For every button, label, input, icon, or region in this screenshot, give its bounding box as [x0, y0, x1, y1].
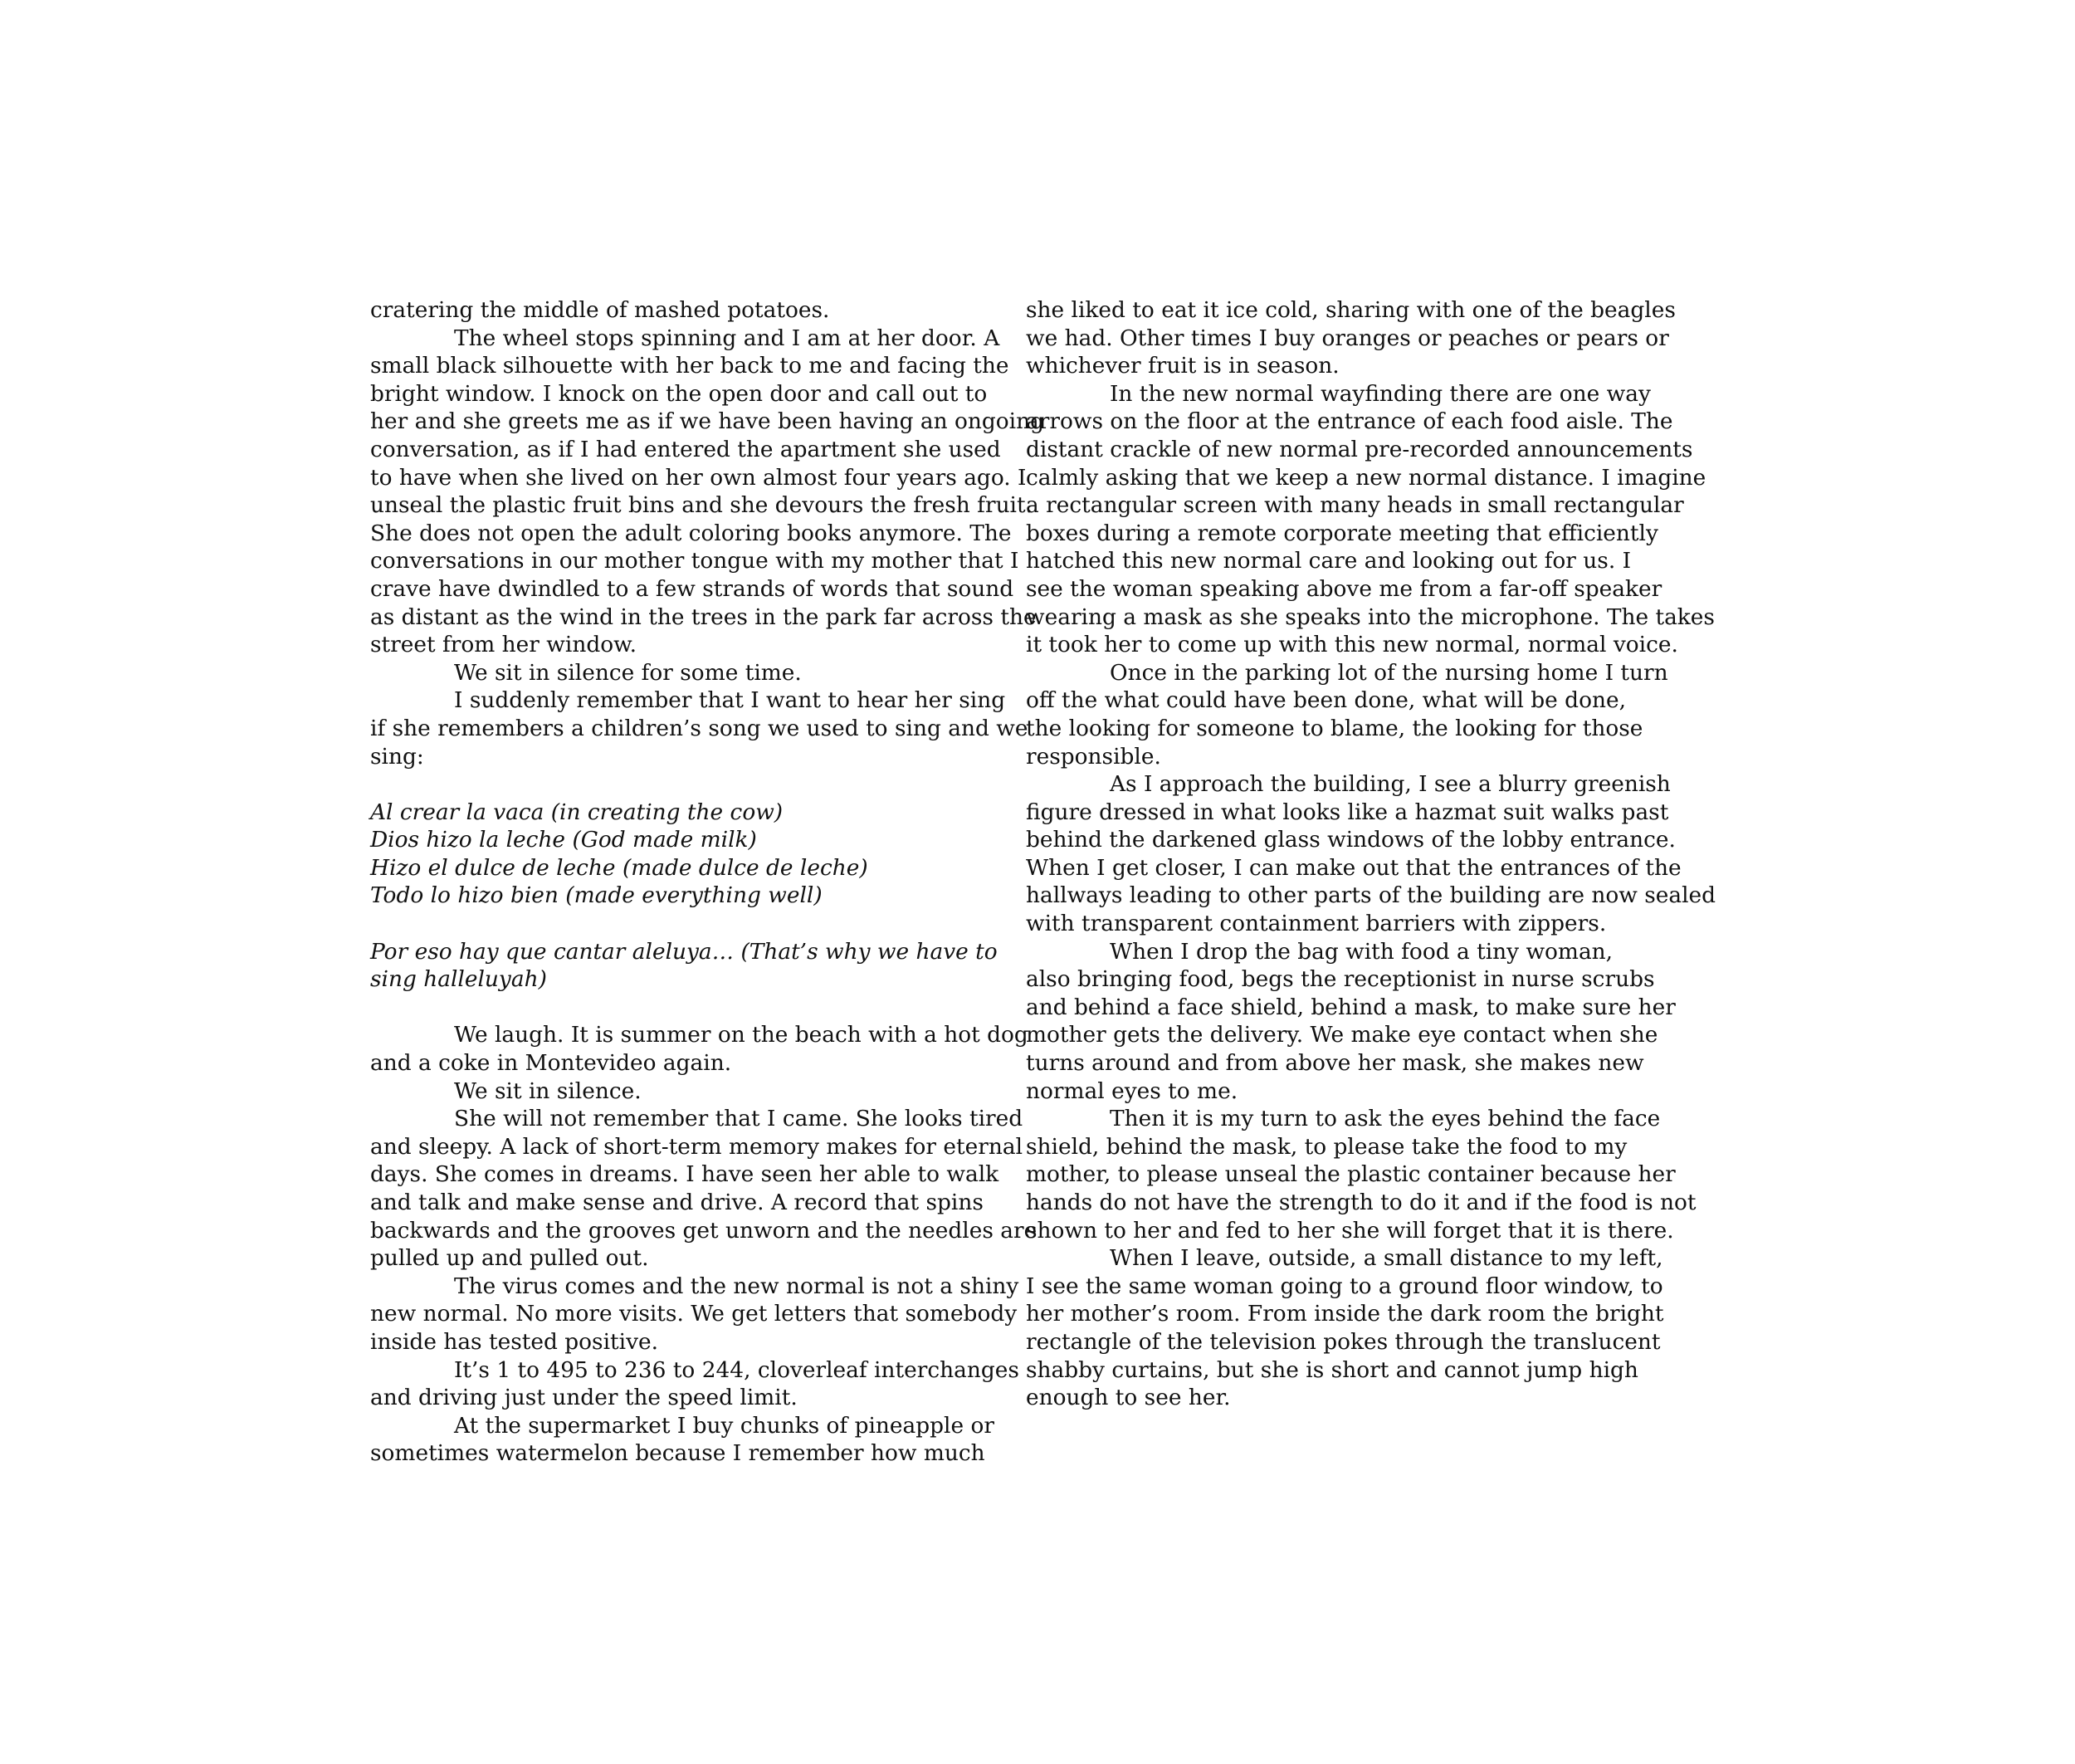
right-text-column — [1026, 296, 1716, 1412]
lyric-line: sing halleluyah) — [370, 966, 547, 993]
text-line: shown to her and fed to her she will forget that it is there. — [1026, 1217, 1674, 1244]
text-line: if she remembers a children’s song we used to sing and we — [370, 715, 1028, 741]
text-line: mother, to please unseal the plastic container because her — [1026, 1161, 1676, 1188]
text-line: we had. Other times I buy oranges or peaches or pears or — [1026, 325, 1669, 351]
text-line: The virus comes and the new normal is not a shiny — [454, 1273, 1019, 1299]
text-line: also bringing food, begs the receptionist in nurse scrubs — [1026, 966, 1655, 993]
text-line: sometimes watermelon because I remember how much — [370, 1440, 985, 1467]
lyric-line: Todo lo hizo bien (made everything well) — [370, 882, 823, 909]
text-line: Once in the parking lot of the nursing home I turn — [1110, 659, 1668, 686]
text-line: with transparent containment barriers with zippers. — [1026, 911, 1607, 937]
text-line: The wheel stops spinning and I am at her door. A — [454, 325, 1000, 351]
blank-line — [370, 994, 1001, 1022]
text-line: cratering the middle of mashed potatoes. — [370, 297, 830, 323]
text-line: boxes during a remote corporate meeting that efficiently — [1026, 520, 1658, 546]
text-line: She does not open the adult coloring books anymore. The — [370, 520, 1012, 546]
text-line: conversations in our mother tongue with my mother that I — [370, 548, 1019, 574]
lyric-line: Por eso hay que cantar aleluya… (That’s why we have to — [370, 938, 998, 965]
lyric-line: Al crear la vaca (in creating the cow) — [370, 799, 784, 825]
text-line: it took her to come up with this new normal, normal voice. — [1026, 632, 1678, 658]
lyric-line: Hizo el dulce de leche (made dulce de leche) — [370, 854, 868, 881]
text-line: We sit in silence. — [454, 1077, 642, 1104]
text-line: to have when she lived on her own almost four years ago. I — [370, 464, 1027, 491]
text-line: arrows on the floor at the entrance of each food aisle. The — [1026, 408, 1673, 435]
text-line: days. She comes in dreams. I have seen her able to walk — [370, 1161, 999, 1188]
text-line: pulled up and pulled out. — [370, 1245, 649, 1272]
blank-line — [370, 910, 1001, 938]
text-line: distant crackle of new normal pre-recorded announcements — [1026, 436, 1693, 462]
text-line: her mother’s room. From inside the dark room the bright — [1026, 1301, 1664, 1327]
text-line: her and she greets me as if we have been having an ongoing — [370, 408, 1044, 435]
text-line: I see the same woman going to a ground floor window, to — [1026, 1273, 1663, 1299]
text-line: and behind a face shield, behind a mask, to make sure her — [1026, 994, 1676, 1020]
text-line: conversation, as if I had entered the apartment she used — [370, 436, 1001, 462]
text-line: When I get closer, I can make out that the entrances of the — [1026, 854, 1682, 881]
text-line: shield, behind the mask, to please take the food to my — [1026, 1133, 1628, 1160]
text-line: turns around and from above her mask, she makes new — [1026, 1050, 1644, 1077]
text-line: mother gets the delivery. We make eye contact when she — [1026, 1022, 1658, 1048]
text-line: the looking for someone to blame, the looking for those — [1026, 715, 1643, 741]
text-line: figure dressed in what looks like a hazmat suit walks past — [1026, 799, 1669, 825]
text-line: She will not remember that I came. She looks tired — [454, 1106, 1023, 1132]
text-line: As I approach the building, I see a blurry greenish — [1110, 771, 1671, 798]
text-line: bright window. I knock on the open door and call out to — [370, 380, 988, 407]
text-line: I suddenly remember that I want to hear her sing — [454, 687, 1006, 714]
text-line: see the woman speaking above me from a far-off speaker — [1026, 575, 1662, 602]
text-line: rectangle of the television pokes through the translucent — [1026, 1328, 1661, 1355]
text-line: responsible. — [1026, 743, 1161, 770]
text-line: We laugh. It is summer on the beach with a hot dog — [454, 1022, 1028, 1048]
text-line: whichever fruit is in season. — [1026, 353, 1340, 379]
text-line: normal eyes to me. — [1026, 1077, 1238, 1104]
text-line: backwards and the grooves get unworn and the needles are — [370, 1217, 1038, 1244]
text-line: When I leave, outside, a small distance to my left, — [1110, 1245, 1663, 1272]
text-line: It’s 1 to 495 to 236 to 244, cloverleaf interchanges — [454, 1356, 1019, 1383]
text-line: inside has tested positive. — [370, 1328, 658, 1355]
text-line: and talk and make sense and drive. A record that spins — [370, 1190, 984, 1215]
blank-line — [370, 770, 1001, 799]
text-line: and sleepy. A lack of short-term memory makes for eternal — [370, 1133, 1023, 1160]
text-line: hallways leading to other parts of the building are now sealed — [1026, 882, 1716, 909]
text-line: and driving just under the speed limit. — [370, 1385, 798, 1411]
text-line: new normal. No more visits. We get letters that somebody — [370, 1301, 1018, 1327]
text-line: crave have dwindled to a few strands of words that sound — [370, 575, 1014, 602]
text-line: Then it is my turn to ask the eyes behind the face — [1110, 1106, 1661, 1132]
text-line: and a coke in Montevideo again. — [370, 1050, 732, 1077]
text-line: small black silhouette with her back to me and facing the — [370, 353, 1009, 379]
text-line: At the supermarket I buy chunks of pineapple or — [454, 1412, 995, 1439]
text-line: behind the darkened glass windows of the lobby entrance. — [1026, 827, 1676, 853]
text-line: as distant as the wind in the trees in the park far across the — [370, 603, 1037, 630]
text-line: calmly asking that we keep a new normal distance. I imagine — [1026, 464, 1706, 491]
text-line: We sit in silence for some time. — [454, 659, 802, 686]
text-line: off the what could have been done, what will be done, — [1026, 687, 1626, 714]
lyric-line: Dios hizo la leche (God made milk) — [370, 827, 757, 853]
text-line: In the new normal wayfinding there are one way — [1110, 380, 1651, 407]
text-line: unseal the plastic fruit bins and she devours the fresh fruit. — [370, 492, 1033, 519]
left-text-column — [370, 296, 1044, 1468]
text-line: When I drop the bag with food a tiny woman, — [1110, 938, 1614, 965]
text-line: sing: — [370, 743, 424, 770]
text-line: hands do not have the strength to do it and if the food is not — [1026, 1190, 1697, 1215]
text-line: hatched this new normal care and looking out for us. I — [1026, 548, 1632, 574]
text-line: shabby curtains, but she is short and cannot jump high — [1026, 1356, 1638, 1383]
text-line: she liked to eat it ice cold, sharing with one of the beagles — [1026, 297, 1676, 323]
text-line: a rectangular screen with many heads in small rectangular — [1026, 492, 1684, 519]
text-line: street from her window. — [370, 632, 637, 658]
text-line: wearing a mask as she speaks into the microphone. The takes — [1026, 603, 1715, 630]
text-line: enough to see her. — [1026, 1385, 1231, 1411]
